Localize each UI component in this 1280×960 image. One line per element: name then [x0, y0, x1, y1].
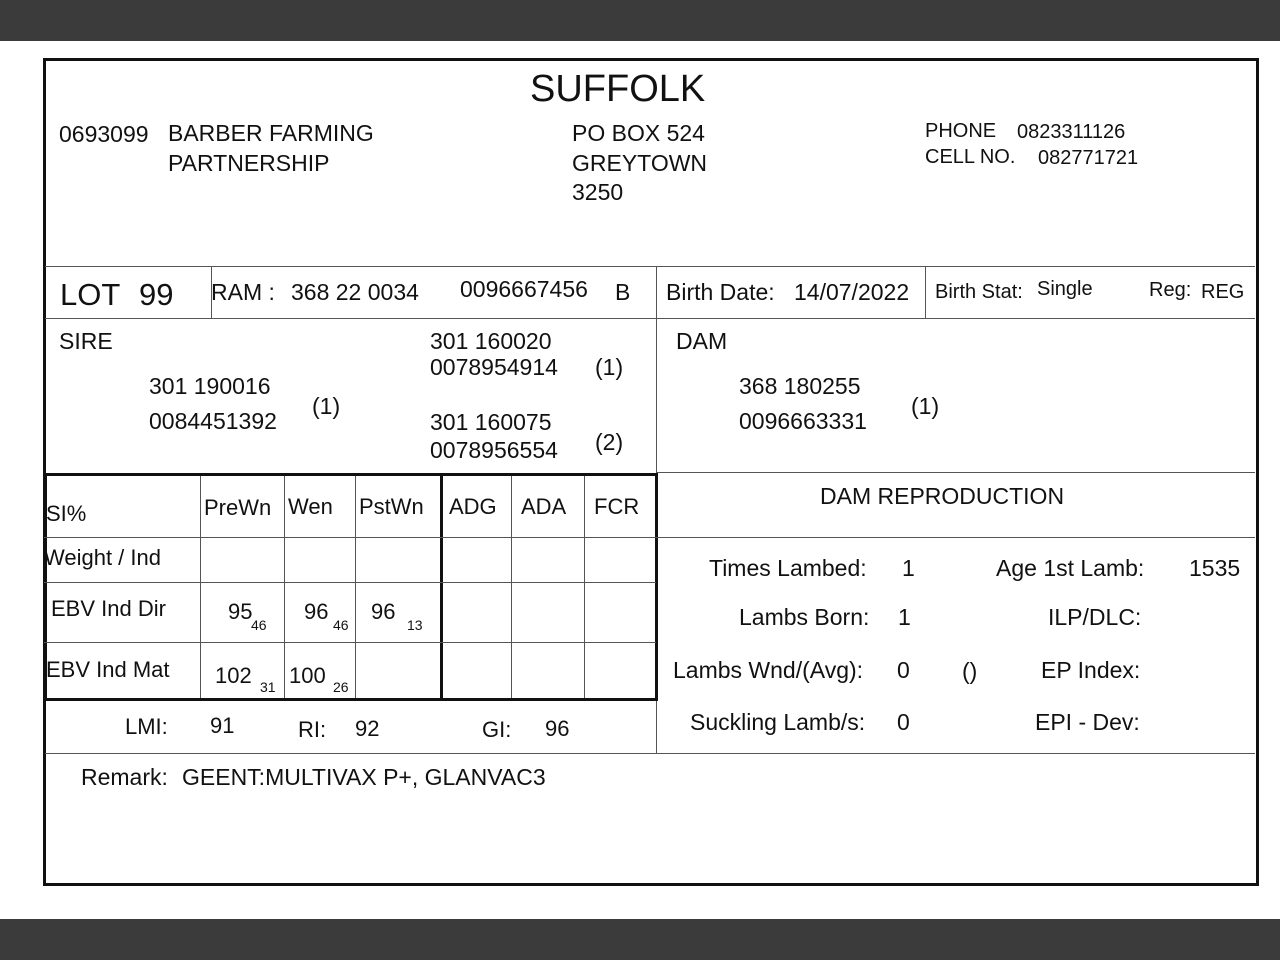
lmi-value: 91	[210, 713, 235, 738]
lot-label: LOT	[60, 277, 121, 312]
divider	[45, 266, 1255, 267]
table-rule	[44, 582, 656, 583]
ri-value: 92	[355, 716, 380, 741]
table-rule	[284, 476, 285, 698]
col-wen: Wen	[288, 494, 333, 519]
divider	[45, 318, 1255, 319]
address-line2: GREYTOWN	[572, 150, 708, 176]
col-ada: ADA	[521, 494, 567, 519]
birth-stat-label: Birth Stat:	[935, 281, 1023, 303]
suckling-lambs-value: 0	[897, 709, 910, 735]
ebv-dir-pstwn: 96	[371, 599, 396, 624]
times-lambed-value: 1	[902, 555, 915, 581]
phone-number: 0823311126	[1017, 121, 1126, 143]
cell-label: CELL NO.	[925, 146, 1016, 168]
remark-text: GEENT:MULTIVAX P+, GLANVAC3	[182, 764, 546, 790]
ebv-dir-prewn-accuracy: 46	[251, 617, 267, 633]
ram-id: 368 22 0034	[291, 279, 419, 305]
ebv-dir-wen-accuracy: 46	[333, 617, 349, 633]
suckling-lambs-label: Suckling Lamb/s:	[690, 709, 866, 735]
col-prewn: PreWn	[204, 495, 272, 520]
ebv-dir-prewn: 95	[228, 599, 253, 624]
bottom-bar	[0, 919, 1280, 960]
breeder-name-line2: PARTNERSHIP	[168, 150, 330, 176]
ep-index-label: EP Index:	[1041, 657, 1141, 683]
row-ebv-ind-mat: EBV Ind Mat	[46, 657, 170, 682]
ebv-dir-pstwn-accuracy: 13	[407, 617, 423, 633]
table-rule	[511, 476, 512, 698]
phone-label: PHONE	[925, 120, 997, 142]
ebv-dir-wen: 96	[304, 599, 329, 624]
sire-dam-number: 0078956554	[430, 437, 558, 463]
lambs-weaned-value: 0	[897, 657, 910, 683]
sire-sire-mark: (1)	[595, 354, 624, 380]
top-bar	[0, 0, 1280, 41]
lambs-weaned-label: Lambs Wnd/(Avg):	[673, 657, 864, 683]
birth-date: 14/07/2022	[794, 279, 910, 305]
sire-dam-mark: (2)	[595, 429, 624, 455]
ebv-mat-wen: 100	[289, 663, 326, 688]
sire-id: 301 190016	[149, 373, 271, 399]
table-rule	[200, 476, 201, 698]
lambs-weaned-avg: ()	[962, 658, 978, 684]
ebv-mat-prewn-accuracy: 31	[260, 679, 276, 695]
lot-number: 99	[139, 277, 174, 312]
sire-sire-number: 0078954914	[430, 354, 558, 380]
divider	[656, 537, 1255, 538]
table-rule	[44, 537, 656, 538]
breed-title: SUFFOLK	[530, 68, 706, 110]
ebv-mat-wen-accuracy: 26	[333, 679, 349, 695]
remark-label: Remark:	[81, 764, 168, 790]
times-lambed-label: Times Lambed:	[709, 555, 867, 581]
lmi-label: LMI:	[125, 714, 168, 739]
ram-reg-number: 0096667456	[460, 276, 588, 302]
sire-dam-id: 301 160075	[430, 409, 552, 435]
sire-label: SIRE	[59, 328, 113, 354]
birth-date-label: Birth Date:	[666, 279, 775, 305]
sire-mark: (1)	[312, 393, 341, 419]
sire-number: 0084451392	[149, 408, 277, 434]
row-weight-ind: Weight / Ind	[44, 545, 161, 570]
table-rule	[44, 642, 656, 643]
cell-number: 082771721	[1038, 147, 1139, 169]
lambs-born-label: Lambs Born:	[739, 604, 870, 630]
breeder-name-line1: BARBER FARMING	[168, 120, 374, 146]
table-rule	[355, 476, 356, 698]
dam-id: 368 180255	[739, 373, 861, 399]
age-first-lamb-value: 1535	[1189, 555, 1241, 581]
dam-reproduction-title: DAM REPRODUCTION	[820, 483, 1065, 509]
sire-sire-id: 301 160020	[430, 328, 552, 354]
reg-value: REG	[1201, 281, 1245, 303]
breeder-number: 0693099	[59, 121, 149, 147]
col-pstwn: PstWn	[359, 494, 424, 519]
address-line1: PO BOX 524	[572, 120, 705, 146]
dam-mark: (1)	[911, 393, 940, 419]
row-ebv-ind-dir: EBV Ind Dir	[51, 596, 166, 621]
dam-number: 0096663331	[739, 408, 867, 434]
ram-label: RAM :	[211, 279, 275, 305]
table-border	[44, 698, 658, 701]
gi-label: GI:	[482, 717, 512, 742]
table-border	[440, 473, 443, 701]
table-rule	[584, 476, 585, 698]
divider	[45, 753, 1255, 754]
col-adg: ADG	[449, 494, 497, 519]
ram-grade: B	[615, 279, 631, 305]
reg-label: Reg:	[1149, 279, 1192, 301]
address-line3: 3250	[572, 179, 624, 205]
birth-stat: Single	[1037, 278, 1093, 300]
table-border	[44, 473, 658, 476]
age-first-lamb-label: Age 1st Lamb:	[996, 555, 1145, 581]
ri-label: RI:	[298, 717, 327, 742]
lambs-born-value: 1	[898, 604, 911, 630]
ebv-mat-prewn: 102	[215, 663, 252, 688]
dam-label: DAM	[676, 328, 728, 354]
gi-value: 96	[545, 716, 570, 741]
si-percent-header: SI%	[46, 501, 87, 526]
ilp-dlc-label: ILP/DLC:	[1048, 604, 1142, 630]
divider	[656, 472, 1255, 473]
epi-dev-label: EPI - Dev:	[1035, 709, 1140, 735]
col-fcr: FCR	[594, 494, 640, 519]
divider	[925, 266, 926, 318]
table-border	[655, 473, 658, 701]
